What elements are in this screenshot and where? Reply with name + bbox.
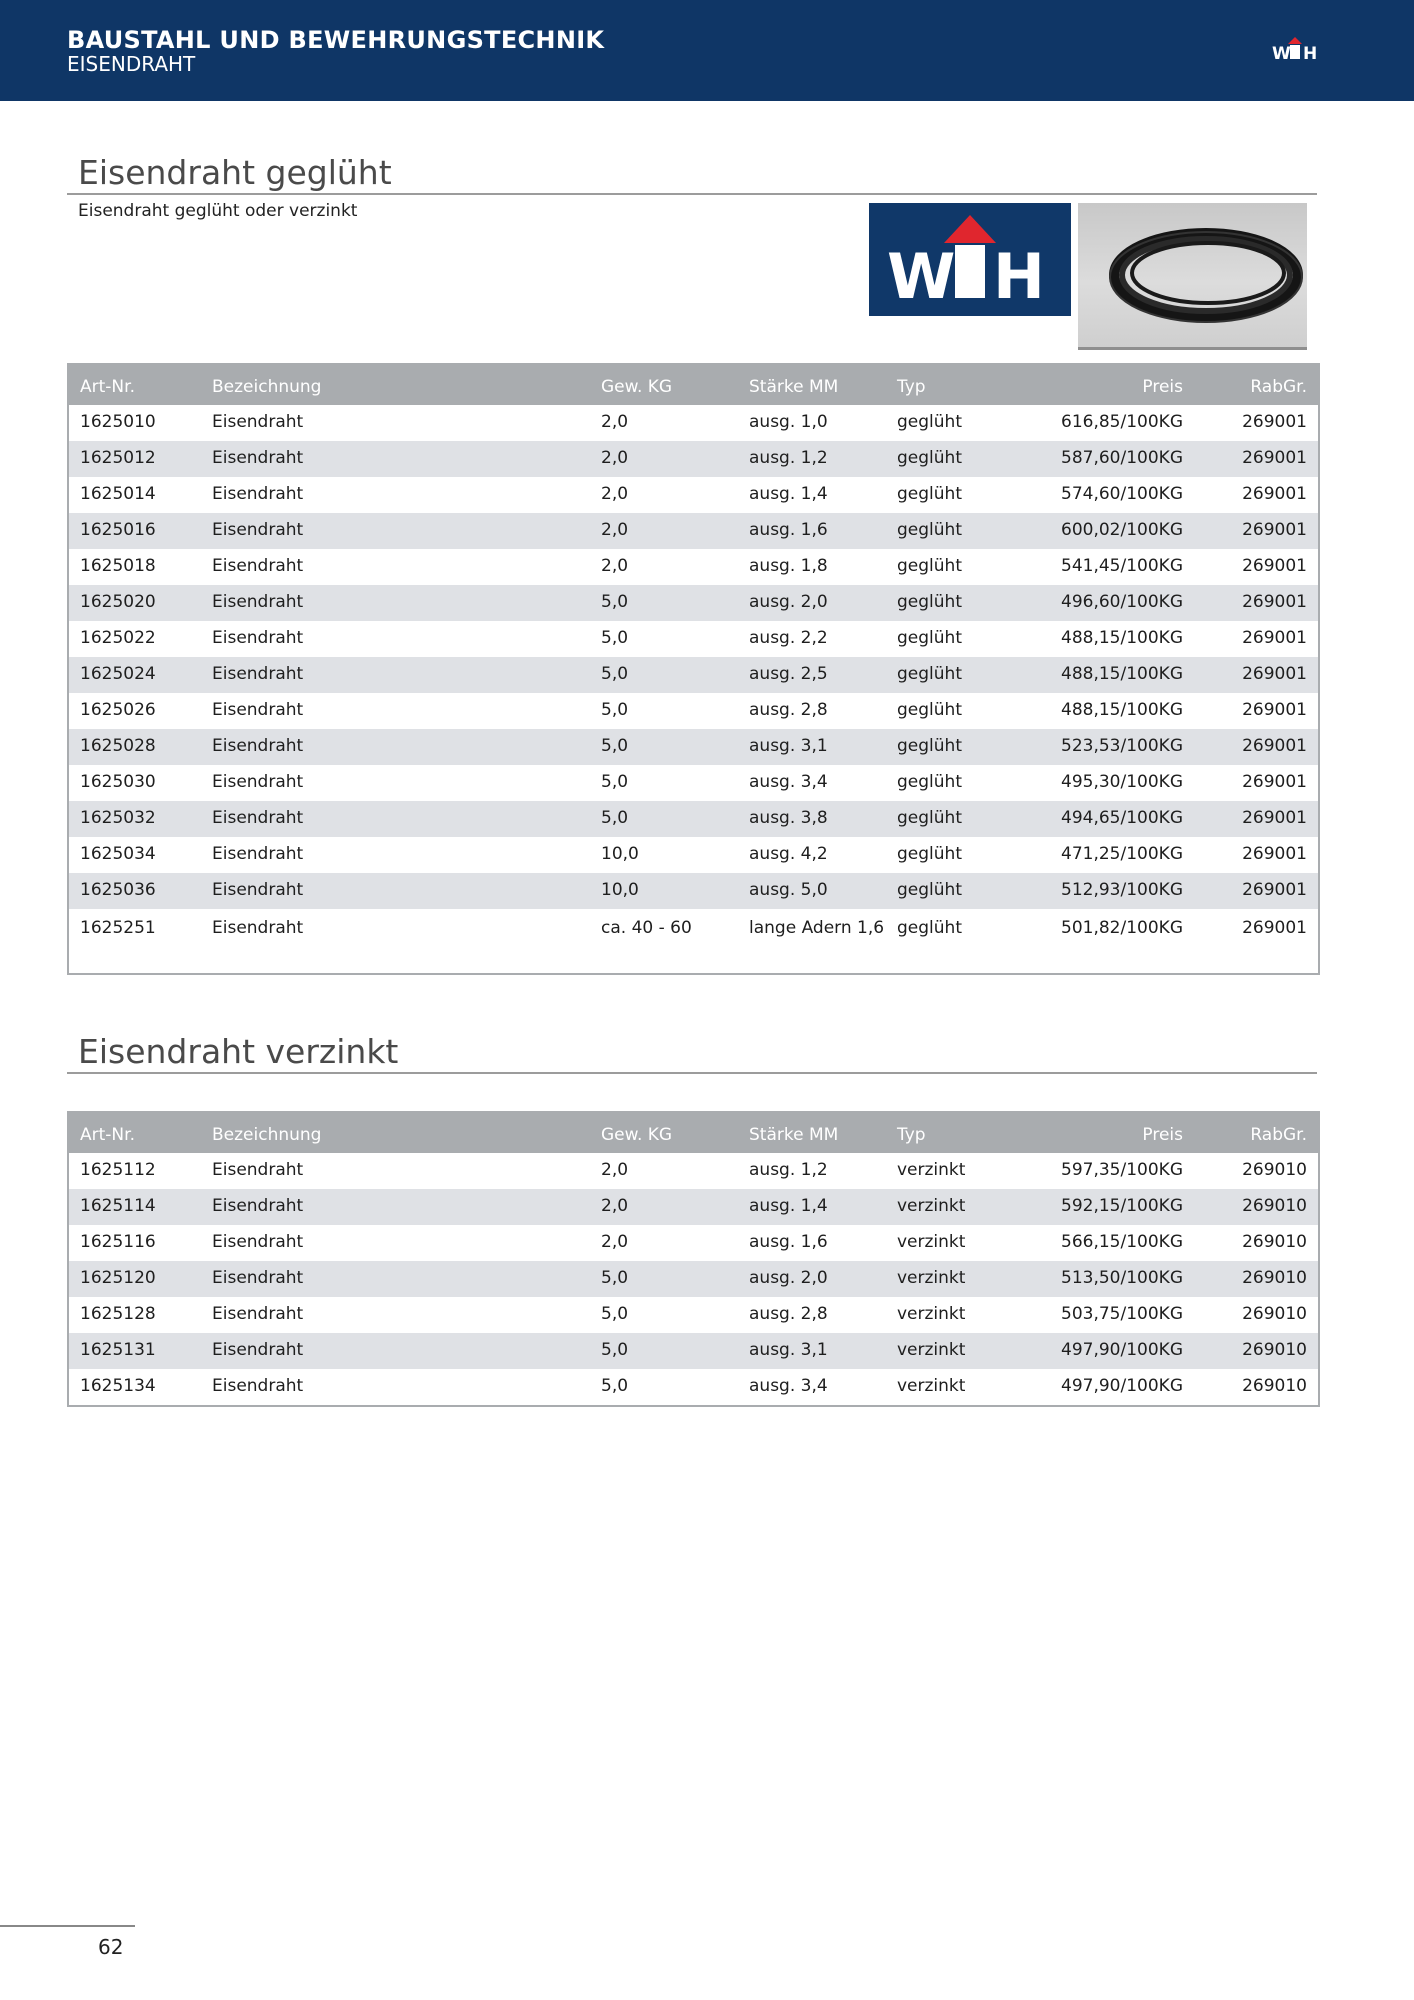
cell-preis: 503,75/100KG: [1061, 1304, 1183, 1324]
table-row: [68, 1189, 1319, 1225]
cell-art-nr: 1625032: [68, 801, 201, 837]
col-gewicht: Gew. KG: [590, 1112, 738, 1153]
col-typ: Typ: [886, 364, 1020, 405]
table-row: [68, 1225, 1319, 1261]
cell-gewicht: ca. 40 - 60: [601, 918, 692, 938]
table-row: [68, 477, 1319, 513]
table-row: [68, 765, 1319, 801]
cell-preis: 566,15/100KG: [1061, 1232, 1183, 1252]
col-typ: Typ: [886, 1112, 1020, 1153]
cell-bezeichnung: Eisendraht: [201, 441, 590, 477]
cell-staerke: ausg. 3,1: [738, 729, 886, 765]
cell-staerke: ausg. 5,0: [738, 873, 886, 909]
cell-rabgr: 269001: [1194, 873, 1319, 909]
header-subtitle: EISENDRAHT: [67, 52, 196, 76]
cell-gewicht: 5,0: [590, 801, 738, 837]
cell-bezeichnung: Eisendraht: [201, 513, 590, 549]
cell-bezeichnung: Eisendraht: [212, 918, 304, 938]
cell-rabgr: 269001: [1242, 844, 1307, 864]
cell-gewicht: 10,0: [601, 844, 639, 864]
cell-bezeichnung: Eisendraht: [212, 844, 304, 864]
cell-gewicht: 5,0: [601, 628, 629, 648]
cell-preis: 523,53/100KG: [1020, 729, 1194, 765]
cell-typ: geglüht: [886, 729, 1020, 765]
table-row: [68, 1369, 1319, 1406]
cell-typ: geglüht: [886, 801, 1020, 837]
cell-bezeichnung: Eisendraht: [212, 628, 304, 648]
cell-staerke: ausg. 2,8: [749, 700, 828, 720]
cell-art-nr: 1625014: [80, 484, 156, 504]
cell-art-nr: 1625030: [80, 772, 156, 792]
cell-art-nr: 1625028: [68, 729, 201, 765]
table-row: [68, 909, 1319, 974]
cell-art-nr: 1625116: [80, 1232, 156, 1252]
cell-staerke: ausg. 2,5: [738, 657, 886, 693]
col-staerke: Stärke MM: [738, 1112, 886, 1153]
cell-staerke: ausg. 1,4: [749, 484, 828, 504]
table-row: [68, 729, 1319, 765]
price-table-verzinkt: [67, 1111, 1320, 1407]
cell-staerke: ausg. 1,2: [749, 1160, 828, 1180]
cell-staerke: lange Adern 1,6: [749, 918, 885, 938]
cell-preis: 592,15/100KG: [1020, 1189, 1194, 1225]
cell-gewicht: 5,0: [601, 1376, 629, 1396]
cell-staerke: ausg. 4,2: [749, 844, 828, 864]
cell-rabgr: 269001: [1194, 513, 1319, 549]
price-table-gegluet: [67, 363, 1320, 975]
table-row: [68, 1297, 1319, 1333]
cell-typ: verzinkt: [886, 1189, 1020, 1225]
cell-gewicht: 5,0: [590, 729, 738, 765]
cell-gewicht: 2,0: [590, 441, 738, 477]
footer-rule: [0, 1925, 135, 1927]
cell-bezeichnung: Eisendraht: [201, 729, 590, 765]
cell-gewicht: 2,0: [601, 556, 629, 576]
table-row: [68, 801, 1319, 837]
cell-typ: verzinkt: [897, 1376, 966, 1396]
section-divider: [67, 193, 1317, 195]
cell-preis: 495,30/100KG: [1061, 772, 1183, 792]
section-title-verzinkt: Eisendraht verzinkt: [78, 1032, 399, 1071]
cell-typ: verzinkt: [897, 1304, 966, 1324]
cell-typ: geglüht: [897, 412, 962, 432]
svg-text:H: H: [1303, 44, 1318, 64]
cell-preis: 496,60/100KG: [1020, 585, 1194, 621]
cell-preis: 597,35/100KG: [1061, 1160, 1183, 1180]
cell-gewicht: 5,0: [601, 1304, 629, 1324]
cell-typ: geglüht: [886, 513, 1020, 549]
cell-gewicht: 2,0: [590, 1189, 738, 1225]
cell-gewicht: 2,0: [601, 412, 629, 432]
svg-text:W: W: [887, 240, 956, 313]
cell-preis: 587,60/100KG: [1020, 441, 1194, 477]
cell-preis: 574,60/100KG: [1061, 484, 1183, 504]
col-preis: Preis: [1020, 364, 1194, 405]
svg-text:H: H: [993, 240, 1045, 313]
cell-typ: verzinkt: [897, 1232, 966, 1252]
cell-gewicht: 10,0: [590, 873, 738, 909]
cell-typ: geglüht: [886, 441, 1020, 477]
col-art-nr: Art-Nr.: [68, 364, 201, 405]
svg-text:W: W: [1272, 44, 1291, 64]
cell-preis: 512,93/100KG: [1020, 873, 1194, 909]
col-bezeichnung: Bezeichnung: [201, 1112, 590, 1153]
cell-art-nr: 1625251: [80, 918, 156, 938]
table-header-row: [68, 1112, 1319, 1153]
cell-rabgr: 269001: [1242, 484, 1307, 504]
table-row: [68, 1153, 1319, 1189]
cell-bezeichnung: Eisendraht: [212, 556, 304, 576]
cell-art-nr: 1625034: [80, 844, 156, 864]
cell-gewicht: 5,0: [590, 1261, 738, 1297]
cell-bezeichnung: Eisendraht: [201, 1189, 590, 1225]
cell-art-nr: 1625128: [80, 1304, 156, 1324]
cell-staerke: ausg. 2,0: [738, 1261, 886, 1297]
wire-coil-photo: [1078, 203, 1307, 350]
cell-staerke: ausg. 1,6: [738, 513, 886, 549]
cell-rabgr: 269001: [1242, 556, 1307, 576]
cell-rabgr: 269001: [1194, 729, 1319, 765]
cell-staerke: ausg. 3,1: [738, 1333, 886, 1369]
wh-logo-icon: [1270, 35, 1320, 65]
col-preis: Preis: [1020, 1112, 1194, 1153]
cell-staerke: ausg. 3,8: [738, 801, 886, 837]
cell-preis: 513,50/100KG: [1020, 1261, 1194, 1297]
cell-typ: geglüht: [886, 873, 1020, 909]
cell-art-nr: 1625016: [68, 513, 201, 549]
cell-staerke: ausg. 3,4: [749, 1376, 828, 1396]
table-row: [68, 585, 1319, 621]
cell-rabgr: 269010: [1194, 1261, 1319, 1297]
cell-rabgr: 269001: [1242, 628, 1307, 648]
cell-preis: 497,90/100KG: [1020, 1333, 1194, 1369]
cell-staerke: ausg. 1,2: [738, 441, 886, 477]
cell-preis: 494,65/100KG: [1020, 801, 1194, 837]
cell-bezeichnung: Eisendraht: [212, 484, 304, 504]
cell-gewicht: 5,0: [590, 585, 738, 621]
col-art-nr: Art-Nr.: [68, 1112, 201, 1153]
cell-bezeichnung: Eisendraht: [201, 657, 590, 693]
cell-art-nr: 1625022: [80, 628, 156, 648]
cell-bezeichnung: Eisendraht: [212, 1232, 304, 1252]
cell-rabgr: 269010: [1194, 1333, 1319, 1369]
cell-preis: 471,25/100KG: [1061, 844, 1183, 864]
cell-preis: 488,15/100KG: [1061, 628, 1183, 648]
cell-bezeichnung: Eisendraht: [212, 700, 304, 720]
section-title-gegluet: Eisendraht geglüht: [78, 153, 392, 192]
cell-typ: geglüht: [897, 556, 962, 576]
cell-rabgr: 269001: [1242, 700, 1307, 720]
cell-rabgr: 269001: [1194, 657, 1319, 693]
cell-preis: 497,90/100KG: [1061, 1376, 1183, 1396]
cell-staerke: ausg. 2,0: [738, 585, 886, 621]
table-row: [68, 657, 1319, 693]
cell-preis: 488,15/100KG: [1020, 657, 1194, 693]
table-row: [68, 873, 1319, 909]
cell-gewicht: 2,0: [590, 513, 738, 549]
cell-art-nr: 1625120: [68, 1261, 201, 1297]
cell-rabgr: 269010: [1242, 1304, 1307, 1324]
cell-typ: geglüht: [897, 844, 962, 864]
cell-bezeichnung: Eisendraht: [201, 801, 590, 837]
cell-staerke: ausg. 1,4: [738, 1189, 886, 1225]
table-row: [68, 513, 1319, 549]
cell-bezeichnung: Eisendraht: [201, 1261, 590, 1297]
cell-typ: geglüht: [897, 700, 962, 720]
cell-typ: geglüht: [897, 918, 962, 938]
cell-rabgr: 269010: [1242, 1232, 1307, 1252]
cell-rabgr: 269001: [1242, 412, 1307, 432]
table-row: [68, 549, 1319, 585]
cell-bezeichnung: Eisendraht: [212, 1376, 304, 1396]
cell-gewicht: 2,0: [601, 484, 629, 504]
cell-bezeichnung: Eisendraht: [201, 1333, 590, 1369]
section-description: Eisendraht geglüht oder verzinkt: [78, 201, 358, 221]
cell-typ: geglüht: [897, 628, 962, 648]
cell-bezeichnung: Eisendraht: [212, 412, 304, 432]
cell-staerke: ausg. 2,8: [749, 1304, 828, 1324]
col-bezeichnung: Bezeichnung: [201, 364, 590, 405]
wire-coil-icon: [1078, 203, 1307, 347]
table-row: [68, 1333, 1319, 1369]
cell-art-nr: 1625018: [80, 556, 156, 576]
cell-typ: geglüht: [897, 484, 962, 504]
wh-brand-logo-icon: [869, 203, 1071, 316]
page-number: 62: [98, 1935, 124, 1959]
section-divider: [67, 1072, 1317, 1074]
cell-preis: 501,82/100KG: [1061, 918, 1183, 938]
cell-art-nr: 1625131: [68, 1333, 201, 1369]
cell-rabgr: 269010: [1242, 1376, 1307, 1396]
cell-art-nr: 1625112: [80, 1160, 156, 1180]
cell-gewicht: 5,0: [601, 772, 629, 792]
cell-art-nr: 1625134: [80, 1376, 156, 1396]
table-row: [68, 1261, 1319, 1297]
cell-typ: geglüht: [886, 585, 1020, 621]
cell-rabgr: 269001: [1242, 918, 1307, 938]
cell-rabgr: 269001: [1194, 801, 1319, 837]
cell-typ: geglüht: [897, 772, 962, 792]
cell-gewicht: 5,0: [590, 1333, 738, 1369]
cell-rabgr: 269001: [1242, 772, 1307, 792]
cell-staerke: ausg. 1,0: [749, 412, 828, 432]
cell-art-nr: 1625020: [68, 585, 201, 621]
table-row: [68, 837, 1319, 873]
cell-art-nr: 1625024: [68, 657, 201, 693]
cell-gewicht: 5,0: [601, 700, 629, 720]
table-row: [68, 441, 1319, 477]
cell-typ: geglüht: [886, 657, 1020, 693]
table-row: [68, 405, 1319, 441]
cell-staerke: ausg. 1,8: [749, 556, 828, 576]
page-header: [0, 0, 1414, 101]
brand-logo-image: [869, 203, 1071, 316]
cell-staerke: ausg. 2,2: [749, 628, 828, 648]
cell-typ: verzinkt: [886, 1261, 1020, 1297]
cell-typ: verzinkt: [897, 1160, 966, 1180]
cell-rabgr: 269001: [1194, 441, 1319, 477]
cell-art-nr: 1625012: [68, 441, 201, 477]
table-header-row: [68, 364, 1319, 405]
cell-bezeichnung: Eisendraht: [212, 1304, 304, 1324]
cell-art-nr: 1625026: [80, 700, 156, 720]
cell-rabgr: 269010: [1242, 1160, 1307, 1180]
cell-bezeichnung: Eisendraht: [201, 873, 590, 909]
col-staerke: Stärke MM: [738, 364, 886, 405]
col-rabgr: RabGr.: [1194, 1112, 1319, 1153]
cell-preis: 600,02/100KG: [1020, 513, 1194, 549]
cell-gewicht: 2,0: [601, 1160, 629, 1180]
cell-staerke: ausg. 3,4: [749, 772, 828, 792]
cell-bezeichnung: Eisendraht: [212, 1160, 304, 1180]
cell-rabgr: 269010: [1194, 1189, 1319, 1225]
cell-art-nr: 1625114: [68, 1189, 201, 1225]
cell-preis: 541,45/100KG: [1061, 556, 1183, 576]
cell-preis: 488,15/100KG: [1061, 700, 1183, 720]
col-gewicht: Gew. KG: [590, 364, 738, 405]
cell-art-nr: 1625010: [80, 412, 156, 432]
cell-typ: verzinkt: [886, 1333, 1020, 1369]
cell-bezeichnung: Eisendraht: [201, 585, 590, 621]
cell-gewicht: 5,0: [590, 657, 738, 693]
header-title: BAUSTAHL UND BEWEHRUNGSTECHNIK: [67, 26, 605, 54]
cell-art-nr: 1625036: [68, 873, 201, 909]
col-rabgr: RabGr.: [1194, 364, 1319, 405]
cell-bezeichnung: Eisendraht: [212, 772, 304, 792]
cell-preis: 616,85/100KG: [1061, 412, 1183, 432]
table-row: [68, 621, 1319, 657]
cell-gewicht: 2,0: [601, 1232, 629, 1252]
cell-rabgr: 269001: [1194, 585, 1319, 621]
cell-staerke: ausg. 1,6: [749, 1232, 828, 1252]
table-row: [68, 693, 1319, 729]
